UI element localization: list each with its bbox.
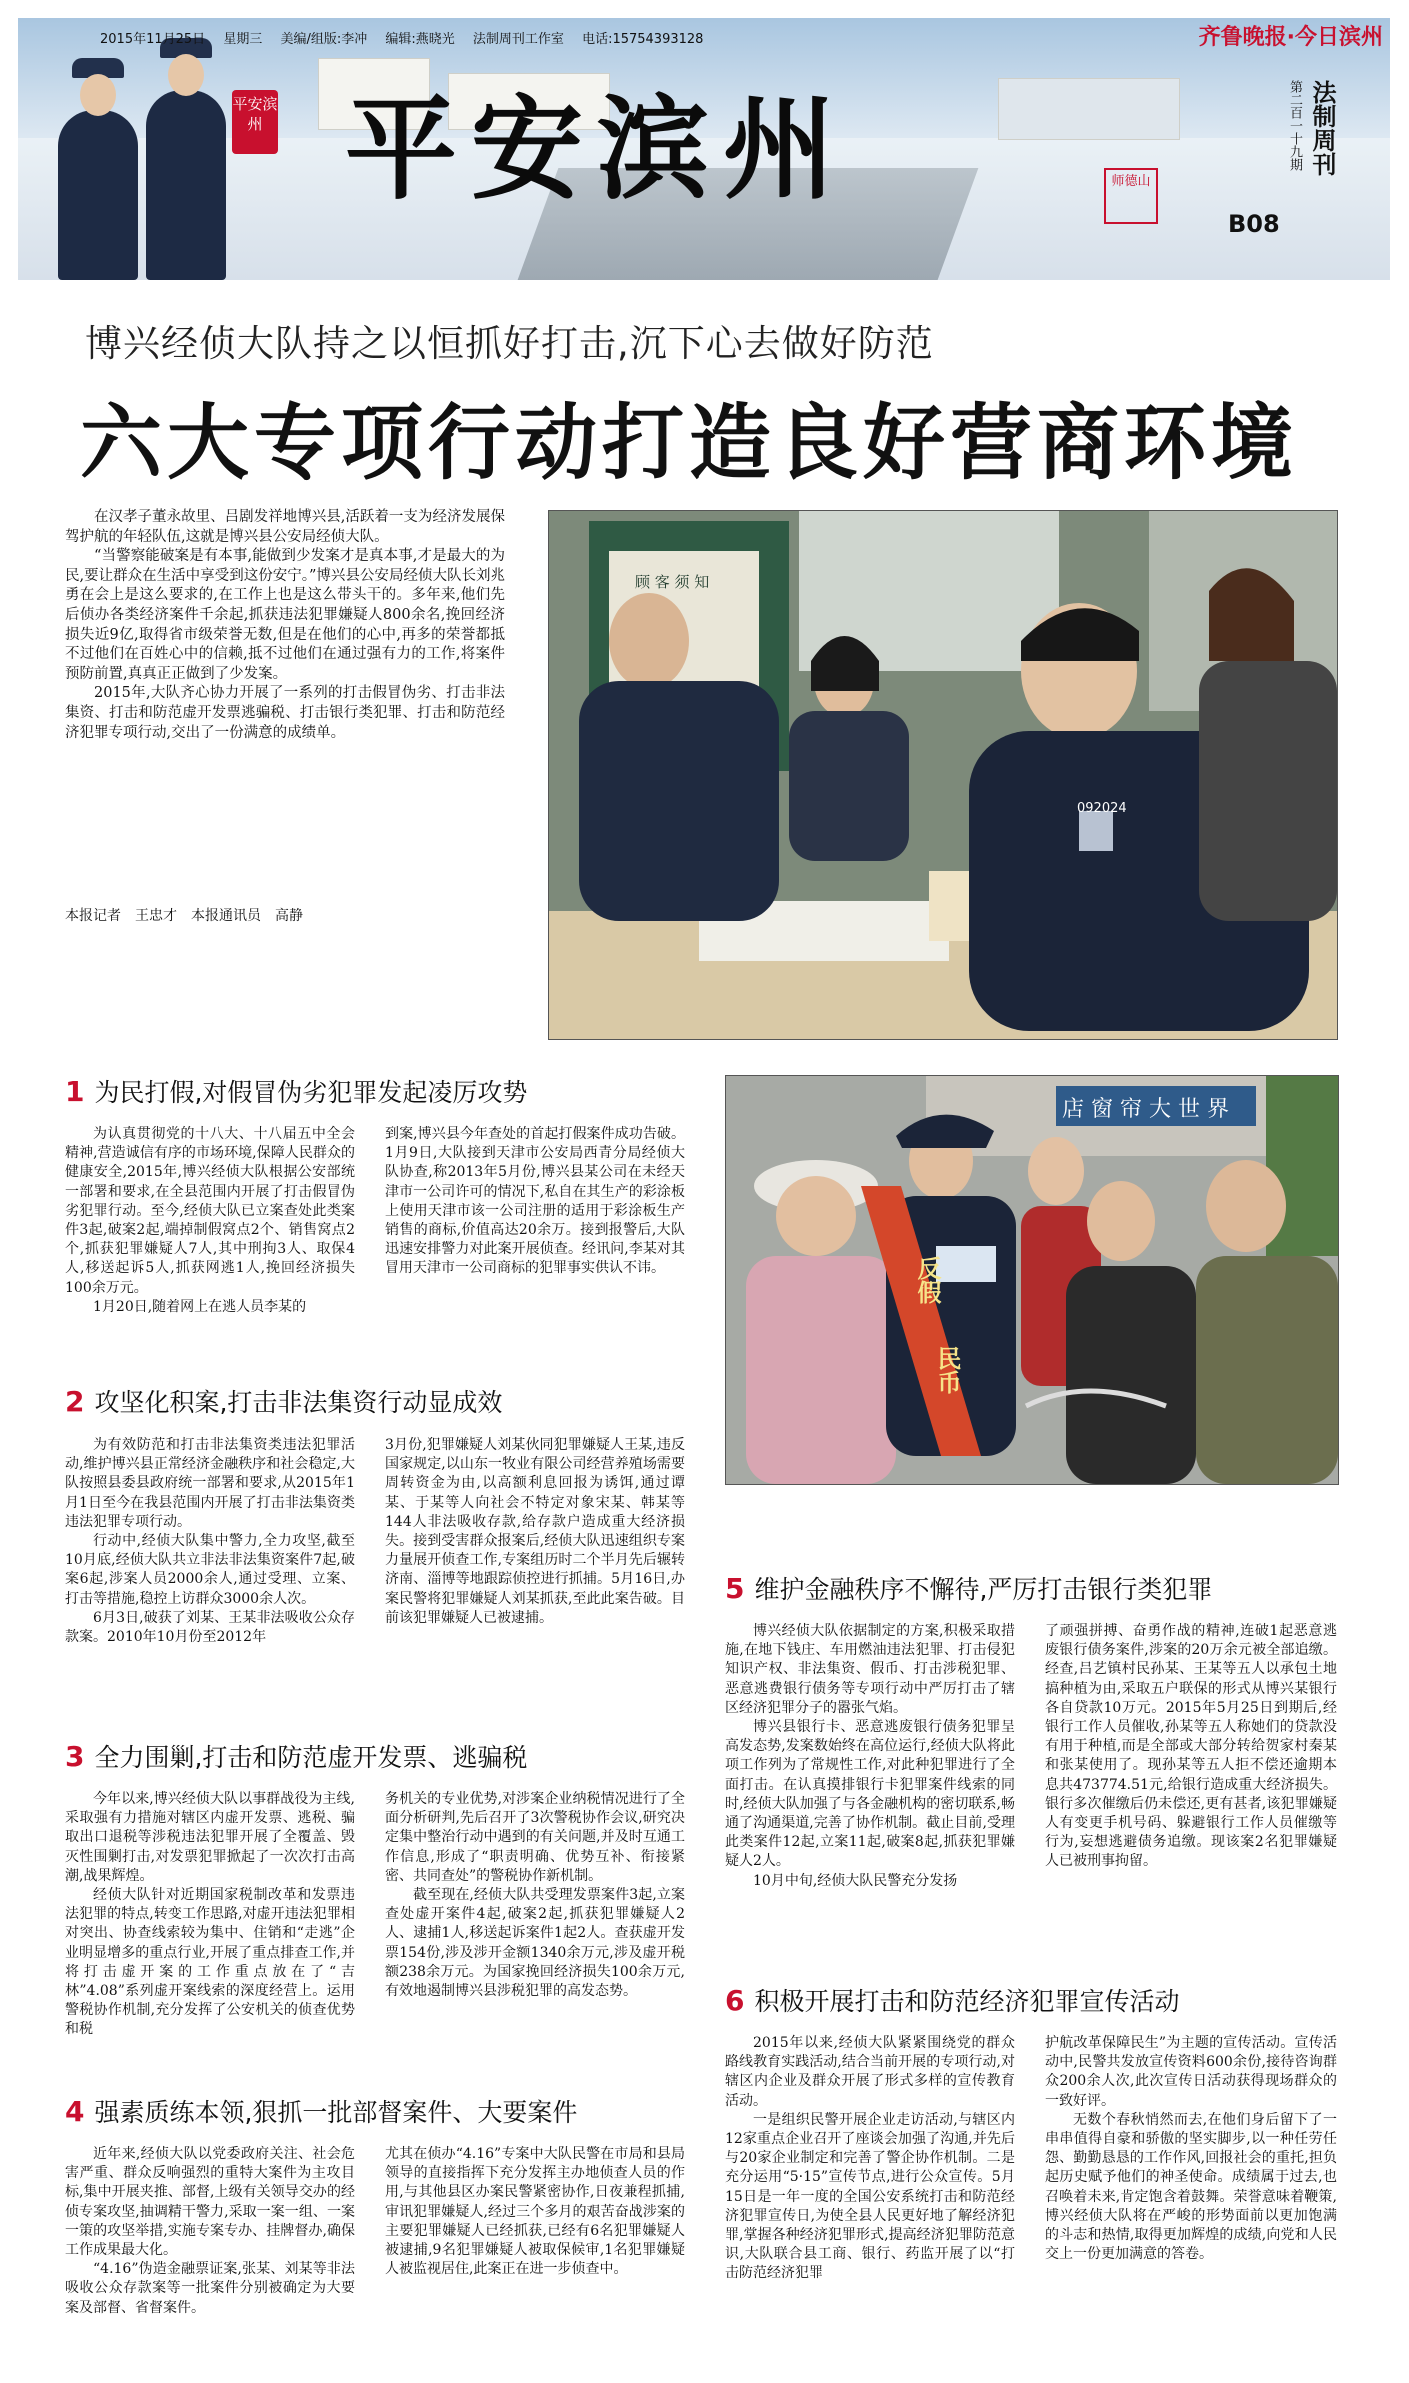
section-number: 6 <box>725 1984 745 2017</box>
photo-anti-counterfeit-campaign <box>725 1075 1339 1485</box>
byline: 本报记者 王忠才 本报通讯员 高静 <box>65 908 303 924</box>
issue-weekday: 星期三 <box>223 32 263 47</box>
police-badge-number: 092024 <box>1077 801 1127 816</box>
section-title: 强素质练本领,狠抓一批部督案件、大要案件 <box>94 2098 578 2127</box>
paragraph: 截至现在,经侦大队共受理发票案件3起,立案查处虚开案件4起,破案2起,抓获犯罪嫌疑人2人、逮捕1人,移送起诉案件1起2人。查获虚开发票154份,涉及涉开金额1340余万元,涉及虚开税额238余万元。为国家挽回经济损失100余万元,有效地遏制博兴县涉税犯罪的高发态势。 <box>385 1887 685 2000</box>
paragraph: 到案,博兴县今年查处的首起打假案件成功告破。1月9日,大队接到天津市公安局西青分局经侦大队协查,称2013年5月份,博兴县某公司在未经天津市一公司许可的情况下,私自在其生产的彩涂板上使用天津市该一公司注册的适用于彩涂板生产销售的商标,价值高达20余万。接到报警后,大队迅速安排警力对此案开展侦查。经讯问,李某对其冒用天津市一公司商标的犯罪事实供认不讳。 <box>385 1126 685 1277</box>
newspaper-brand: 齐鲁晚报·今日滨州 <box>1198 25 1383 50</box>
paragraph: “4.16”伪造金融票证案,张某、刘某等非法吸收公众存款案等一批案件分别被确定为大要案及部督、省督案件。 <box>65 2261 355 2316</box>
section-heading-2 <box>65 1383 502 1419</box>
section-heading-1 <box>65 1073 527 1109</box>
section-4-col-1 <box>65 2145 355 2318</box>
section-heading-5 <box>725 1570 1212 1606</box>
officer-figure <box>58 110 138 280</box>
issue-date: 2015年11月25日 <box>100 32 206 47</box>
section-6-col-2 <box>1045 2034 1337 2264</box>
masthead-seal: 平安滨州 <box>232 90 278 154</box>
section-2-col-2 <box>385 1436 685 1628</box>
calligraphy-seal: 师德山 <box>1104 168 1158 224</box>
banner-bridge <box>998 78 1180 140</box>
paragraph: 3月份,犯罪嫌疑人刘某伙同犯罪嫌疑人王某,违反国家规定,以山东一牧业有限公司经营养殖场需要周转资金为由,以高额利息回报为诱饵,通过谭某、于某等人向社会不特定对象宋某、韩某等144人非法吸收存款,给存款户造成重大经济损失。接到受害群众报案后,经侦大队迅速组织专案力量展开侦查工作,专案组历时二个半月先后辗转济南、淄博等地跟踪侦控进行抓捕。5月16日,办案民警将犯罪嫌疑人刘某抓获,至此此案告破。目前该犯罪嫌疑人已被逮捕。 <box>385 1437 685 1626</box>
editor: 编辑:燕晓光 <box>385 32 455 47</box>
section-heading-6 <box>725 1982 1180 2018</box>
notice-board-text: 顾 客 须 知 <box>635 573 710 591</box>
paragraph: 一是组织民警开展企业走访活动,与辖区内12家重点企业召开了座谈会加强了沟通,并先后与20家企业制定和完善了警企协作机制。二是充分运用“5·15”宣传节点,进行公众宣传。5月15日是一年一度的全国公安系统打击和防范经济犯罪宣传日,为使全县人民更好地了解经济犯罪,掌握各种经济犯罪形式,提高经济犯罪防范意识,大队联合县工商、银行、药监开展了以“打击防范经济犯罪 <box>725 2111 1015 2282</box>
officer-figure <box>146 90 226 280</box>
paragraph: 为认真贯彻党的十八大、十八届五中全会精神,营造诚信有序的市场环境,保障人民群众的健康安全,2015年,博兴经侦大队根据公安部统一部署和要求,在全县范围内开展了打击假冒伪劣犯罪行动。至今,经侦大队已立案查处此类案件3起,破案2起,端掉制假窝点2个、销售窝点2个,抓获犯罪嫌疑人7人,其中刑拘3人、取保4人,移送起诉5人,抓获网逃1人,挽回经济损失100余万元。 <box>65 1126 355 1296</box>
section-4-col-2 <box>385 2145 685 2279</box>
section-6-col-1 <box>725 2034 1015 2284</box>
paragraph: 无数个春秋悄然而去,在他们身后留下了一串串值得自豪和骄傲的坚实脚步,以一种任劳任怨、勤勤恳恳的工作作风,回报社会的重托,担负起历史赋予他们的神圣使命。成绩属于过去,也召唤着未来,肯定饱含着鼓舞。荣誉意味着鞭策,博兴经侦大队将在严峻的形势面前以更加饱满的斗志和热情,取得更加辉煌的成绩,向党和人民交上一份更加满意的答卷。 <box>1045 2111 1337 2263</box>
paragraph: 博兴县银行卡、恶意逃废银行债务犯罪呈高发态势,发案数始终在高位运行,经侦大队将此项工作列为了常规性工作,对此种犯罪进行了全面打击。在认真摸排银行卡犯罪案件线索的同时,经侦大队加强了与各金融机构的密切联系,畅通了沟通渠道,完善了协作机制。截止目前,受理此类案件12起,立案11起,破案8起,抓获犯罪嫌疑人2人。 <box>725 1719 1015 1870</box>
section-number: 2 <box>65 1385 85 1418</box>
subheadline: 博兴经侦大队持之以恒抓好打击,沉下心去做好防范 <box>85 322 934 365</box>
intro-paragraph: 2015年,大队齐心协力开展了一系列的打击假冒伪劣、打击非法集资、打击和防范虚开发票逃骗税、打击银行类犯罪、打击和防范经济犯罪专项行动,交出了一份满意的成绩单。 <box>65 685 505 741</box>
intro-paragraph: “当警察能破案是有本事,能做到少发案才是真本事,才是最大的为民,要让群众在生活中享受到这份安宁。”博兴县公安局经侦大队长刘兆勇在会上是这么要求的,在工作上也是这么带头干的。多年来,他们先后侦办各类经济案件千余起,抓获违法犯罪嫌疑人800余名,挽回经济损失近9亿,取得省市级荣誉无数,但是在他们的心中,再多的荣誉都抵不过他们在百姓心中的信赖,抵不过他们在通过强有力的工作,将案件预防前置,真真正正做到了少发案。 <box>65 548 505 682</box>
photo-scene <box>726 1076 1338 1484</box>
issue-box <box>1270 80 1344 240</box>
section-1-col-2 <box>385 1125 685 1279</box>
intro-text <box>65 508 505 743</box>
paragraph: 务机关的专业优势,对涉案企业纳税情况进行了全面分析研判,先后召开了3次警税协作会议,研究决定集中整治行动中遇到的有关问题,并及时互通工作信息,形成了“职责明确、优势互补、衔接紧密、共同查处”的警税协作新机制。 <box>385 1791 685 1884</box>
issue-number: 第二百一十九期 <box>1287 80 1302 171</box>
paragraph: 经侦大队针对近期国家税制改革和发票违法犯罪的特点,转变工作思路,对虚开违法犯罪相对突出、协查线索较为集中、住销和“走逃”企业明显增多的重点行业,开展了重点排查工作,并将打击虚开案的工作重点放在了“吉林”4.08”系列虚开案线索的深度经营上。运用警税协作机制,充分发挥了公安机关的侦查优势和税 <box>65 1887 355 2038</box>
photo-police-bank-inspection <box>548 510 1338 1040</box>
paragraph: 尤其在侦办“4.16”专案中大队民警在市局和县局领导的直接指挥下充分发挥主办地侦查人员的作用,与其他县区办案民警紧密协作,日夜兼程抓捕,审讯犯罪嫌疑人,经过三个多月的艰苦奋战涉案的主要犯罪嫌疑人已经抓获,已经有6名犯罪嫌疑人被逮捕,9名犯罪嫌疑人被取保候审,1名犯罪嫌疑人被监视居住,此案正在进一步侦查中。 <box>385 2146 685 2278</box>
section-number: 5 <box>725 1572 745 1605</box>
section-1-col-1 <box>65 1125 355 1317</box>
section-2-col-1 <box>65 1436 355 1647</box>
paragraph: 了顽强拼搏、奋勇作战的精神,连破1起恶意逃废银行债务案件,涉案的20万余元被全部追缴。经查,吕艺镇村民孙某、王某等五人以承包土地搞种植为由,采取五户联保的形式从博兴某银行各自贷款10万元。2015年5月25日到期后,经银行工作人员催收,孙某等五人称她们的贷款没有用于种植,而是全部或大部分转给贺家村秦某和张某使用了。现孙某等五人拒不偿还逾期本息共473774.51元,给银行造成重大经济损失。银行多次催缴后仍未偿还,更有甚者,该犯罪嫌疑人有变更手机号码、躲避银行工作人员催缴等行为,妄想逃避债务追缴。现该案2名犯罪嫌疑人已被刑事拘留。 <box>1045 1623 1337 1870</box>
section-title: 全力围剿,打击和防范虚开发票、逃骗税 <box>94 1743 528 1772</box>
paragraph: 2015年以来,经侦大队紧紧围绕党的群众路线教育实践活动,结合当前开展的专项行动,对辖区内企业及群众开展了形式多样的宣传教育活动。 <box>725 2035 1015 2109</box>
paragraph: 今年以来,博兴经侦大队以事群战役为主线,采取强有力措施对辖区内虚开发票、逃税、骗取出口退税等涉税违法犯罪开展了全覆盖、毁灭性围剿打击,对发票犯罪掀起了一次次打击高潮,战果辉煌。 <box>65 1791 355 1884</box>
paragraph: 博兴经侦大队依据制定的方案,积极采取措施,在地下钱庄、车用燃油违法犯罪、打击侵犯知识产权、非法集资、假币、打击涉税犯罪、恶意逃费银行债务等专项行动中严厉打击了辖区经济犯罪分子的嚣张气焰。 <box>725 1623 1015 1716</box>
masthead-info-bar <box>100 28 717 47</box>
section-number: 1 <box>65 1075 85 1108</box>
section-5-col-2 <box>1045 1622 1337 1872</box>
headline: 六大专项行动打造良好营商环境 <box>80 396 1299 491</box>
paragraph: 1月20日,随着网上在逃人员李某的 <box>93 1298 307 1315</box>
phone: 电话:15754393128 <box>582 32 704 47</box>
paragraph: 近年来,经侦大队以党委政府关注、社会危害严重、群众反响强烈的重特大案件为主攻目标,集中开展夹推、部督,上级有关领导交办的经侦专案攻坚,抽调精干警力,采取一案一组、一案一策的攻坚举措,实施专案专办、挂牌督办,确保工作成果最大化。 <box>65 2146 355 2259</box>
masthead-title: 平安滨州 <box>345 84 849 215</box>
paragraph: 10月中旬,经侦大队民警充分发扬 <box>753 1872 958 1889</box>
studio: 法制周刊工作室 <box>472 32 564 47</box>
design-editor: 美编/组版:李冲 <box>280 32 368 47</box>
section-name: 法制周刊 <box>1308 80 1336 176</box>
paragraph: 护航改革保障民生”为主题的宣传活动。宣传活动中,民警共发放宣传资料600余份,接待咨询群众200余人次,此次宣传日活动获得现场群众的一致好评。 <box>1045 2035 1337 2109</box>
page-code: B08 <box>1228 210 1280 238</box>
section-heading-4 <box>65 2093 577 2129</box>
section-title: 维护金融秩序不懈待,严厉打击银行类犯罪 <box>754 1575 1213 1604</box>
section-heading-3 <box>65 1738 527 1774</box>
section-5-col-1 <box>725 1622 1015 1891</box>
section-title: 积极开展打击和防范经济犯罪宣传活动 <box>754 1987 1180 2016</box>
shop-sign: 店 窗 帘 大 世 界 <box>1062 1097 1229 1122</box>
sash-text: 反假 <box>913 1256 941 1304</box>
paragraph: 行动中,经侦大队集中警力,全力攻坚,截至10月底,经侦大队共立非法非法集资案件7起,破案6起,涉案人员2000余人,通过受理、立案、打击等措施,稳控上访群众3000余人次。 <box>65 1533 355 1607</box>
paragraph: 为有效防范和打击非法集资类违法犯罪活动,维护博兴县正常经济金融秩序和社会稳定,大队按照县委县政府统一部署和要求,从2015年1月1日至今在我县范围内开展了打击非法集资类违法犯罪专项行动。 <box>65 1437 355 1530</box>
section-number: 4 <box>65 2095 85 2128</box>
section-3-col-1 <box>65 1790 355 2040</box>
section-title: 攻坚化积案,打击非法集资行动显成效 <box>94 1388 503 1417</box>
sash-text: 民币 <box>933 1346 961 1394</box>
section-title: 为民打假,对假冒伪劣犯罪发起凌厉攻势 <box>94 1078 528 1107</box>
section-3-col-2 <box>385 1790 685 2001</box>
section-number: 3 <box>65 1740 85 1773</box>
intro-paragraph: 在汉孝子董永故里、吕剧发祥地博兴县,活跃着一支为经济发展保驾护航的年轻队伍,这就是博兴县公安局经侦大队。 <box>65 509 505 545</box>
paragraph: 6月3日,破获了刘某、王某非法吸收公众存款案。2010年10月份至2012年 <box>65 1609 355 1646</box>
